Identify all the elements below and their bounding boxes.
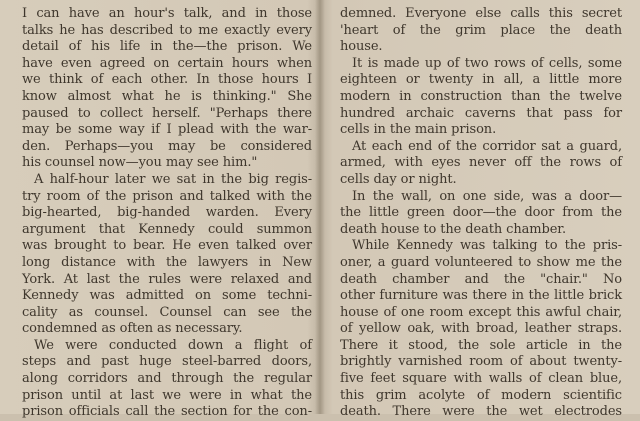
text-line: know almost what he is thinking." She xyxy=(22,88,312,104)
text-line: brightly varnished room of about twenty- xyxy=(340,354,622,370)
text-line: A half-hour later we sat in the big regis- xyxy=(34,171,312,187)
text-line: was brought to bear. He even talked over xyxy=(22,238,312,254)
text-line: along corridors and through the regular xyxy=(22,371,312,387)
text-line: York. At last the rules were relaxed and xyxy=(22,271,312,287)
text-line: of yellow oak, with broad, leather straps. xyxy=(340,321,622,337)
text-line: the little green door—the door from the xyxy=(340,205,622,221)
text-line: Kennedy was admitted on some techni- xyxy=(22,288,312,304)
text-line: death house to the death chamber. xyxy=(340,221,567,237)
text-line: oner, a guard volunteered to show me the xyxy=(340,254,622,270)
text-line: house. xyxy=(340,39,383,55)
text-line: detail of his life in the—the prison. We xyxy=(22,39,312,55)
text-line: den. Perhaps—you may be considered xyxy=(22,138,312,154)
text-line: armed, with eyes never off the rows of xyxy=(340,155,622,171)
text-line: prison officials call the section for the con- xyxy=(22,404,312,420)
text-line: I can have an hour's talk, and in those xyxy=(22,6,312,21)
right-page xyxy=(340,6,622,420)
text-line: cells day or night. xyxy=(340,171,457,187)
left-page xyxy=(22,6,312,420)
text-line: try room of the prison and talked with the xyxy=(22,188,312,204)
text-line: It is made up of two rows of cells, some xyxy=(352,55,622,71)
text-line: death chamber and the "chair." No xyxy=(340,271,622,287)
text-line: While Kennedy was talking to the pris- xyxy=(352,238,622,254)
text-line: talks he has described to me exactly every xyxy=(22,22,312,38)
text-line: death. There were the wet electrodes xyxy=(340,404,622,420)
text-line: We were conducted down a flight of xyxy=(34,337,312,353)
text-line: 'heart of the grim place the death xyxy=(340,22,622,38)
text-line: prison until at last we were in what the xyxy=(22,387,312,403)
text-line: paused to collect herself. "Perhaps there xyxy=(22,105,312,121)
text-line: There it stood, the sole article in the xyxy=(340,337,622,353)
text-line: house of one room except this awful chair, xyxy=(340,304,622,320)
text-line: demned. Everyone else calls this secret xyxy=(340,6,622,21)
text-line: we think of each other. In those hours I xyxy=(22,72,312,88)
text-line: argument that Kennedy could summon xyxy=(22,221,312,237)
text-line: condemned as often as necessary. xyxy=(22,321,243,337)
text-line: long distance with the lawyers in New xyxy=(22,254,312,270)
text-line: may be some way if I plead with the war- xyxy=(22,122,312,138)
text-line: In the wall, on one side, was a door— xyxy=(352,188,622,204)
text-line: cality as counsel. Counsel can see the xyxy=(22,304,312,320)
book-gutter xyxy=(315,0,325,414)
text-line: At each end of the corridor sat a guard, xyxy=(352,138,622,154)
text-line: hundred archaic caverns that pass for xyxy=(340,105,622,121)
text-line: five feet square with walls of clean blue, xyxy=(340,371,622,387)
text-line: steps and past huge steel-barred doors, xyxy=(22,354,312,370)
text-line: modern in construction than the twelve xyxy=(340,88,622,104)
text-line: have even agreed on certain hours when xyxy=(22,55,312,71)
text-line: this grim acolyte of modern scientific xyxy=(340,387,622,403)
text-line: his counsel now—you may see him." xyxy=(22,155,258,171)
text-line: cells in the main prison. xyxy=(340,122,497,138)
text-line: big-hearted, big-handed warden. Every xyxy=(22,205,312,221)
text-line: eighteen or twenty in all, a little more xyxy=(340,72,622,88)
text-line: other furniture was there in the little brick xyxy=(340,288,622,304)
